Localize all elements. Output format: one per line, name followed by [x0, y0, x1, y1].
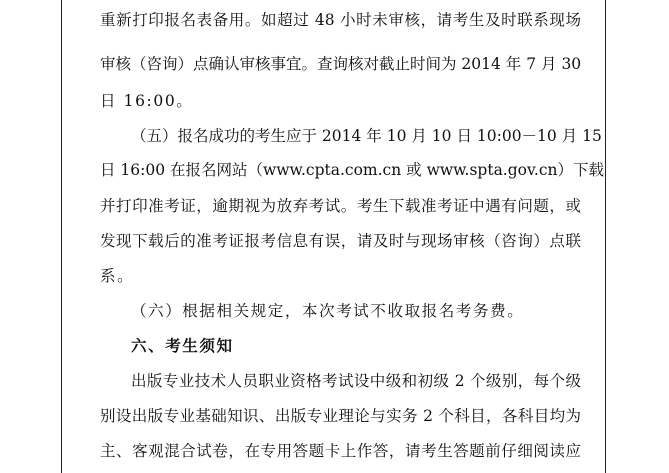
section-heading: 六、考生须知: [131, 336, 234, 355]
text-line: 别设出版专业基础知识、出版专业理论与实务 2 个科目，各科目均为: [100, 407, 581, 425]
text-line: 发现下载后的准考证报考信息有误，请及时与现场审核（咨询）点联: [100, 232, 581, 250]
text-line: 出版专业技术人员职业资格考试设中级和初级 2 个级别，每个级: [131, 372, 581, 390]
text-line: 主、客观混合试卷，在专用答题卡上作答，请考生答题前仔细阅读应: [100, 442, 581, 460]
text-line: 并打印准考证，逾期视为放弃考试。考生下载准考证中遇有问题，或: [100, 197, 581, 215]
text-line: 系。: [100, 267, 135, 285]
text-line: 重新打印报名表备用。如超过 48 小时未审核，请考生及时联系现场: [100, 11, 581, 29]
page-border-left: [61, 0, 62, 473]
text-line: （五）报名成功的考生应于 2014 年 10 月 10 日 10:00－10 月 15: [131, 127, 602, 145]
page-border-right: [605, 0, 606, 473]
text-line: 日 16:00 在报名网站（www.cpta.com.cn 或 www.spta.gov.cn）下载: [100, 161, 604, 179]
text-line: 审核（咨询）点确认审核事宜。查询核对截止时间为 2014 年 7 月 30: [100, 55, 582, 73]
text-line: 日 16:00。: [100, 92, 194, 110]
text-line: （六）根据相关规定，本次考试不收取报名考务费。: [131, 302, 525, 320]
